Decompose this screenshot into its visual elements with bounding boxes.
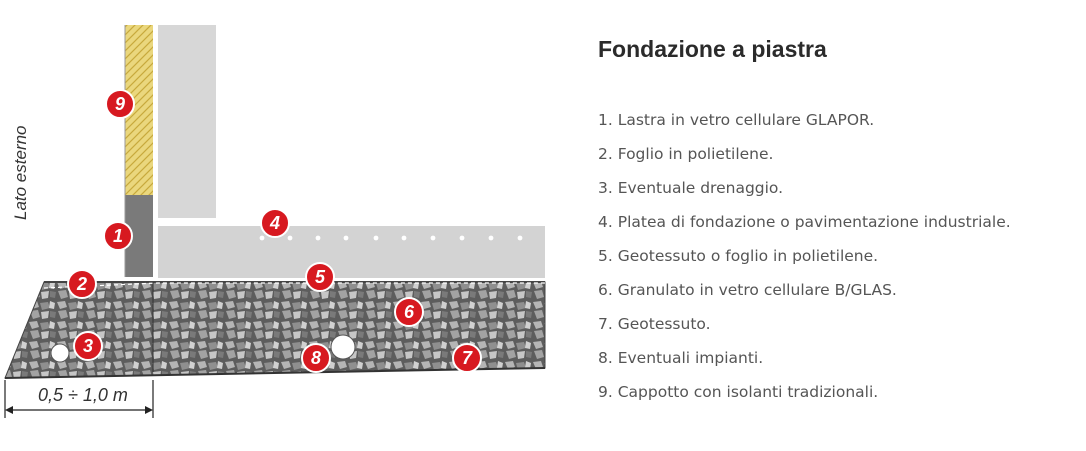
- legend-item-9: 9. Cappotto con isolanti tradizionali.: [598, 383, 879, 401]
- legend-item-2: 2. Foglio in polietilene.: [598, 145, 774, 163]
- callout-7: [453, 344, 481, 372]
- callout-9: [106, 90, 134, 118]
- svg-text:2: 2: [76, 274, 88, 294]
- legend-item-8: 8. Eventuali impianti.: [598, 349, 764, 367]
- wall: [158, 25, 216, 218]
- svg-text:8: 8: [310, 348, 322, 368]
- svg-text:9: 9: [114, 94, 126, 114]
- callout-2: [68, 270, 96, 298]
- foundation-slab: [158, 226, 545, 278]
- svg-text:6: 6: [403, 302, 415, 322]
- callout-3: [74, 332, 102, 360]
- callout-6: [395, 298, 423, 326]
- legend-item-1: 1. Lastra in vetro cellulare GLAPOR.: [598, 111, 875, 129]
- legend-item-5: 5. Geotessuto o foglio in polietilene.: [598, 247, 879, 265]
- dimension-label: 0,5 ÷ 1,0 m: [38, 385, 128, 405]
- callout-5: [306, 263, 334, 291]
- callout-1: [104, 222, 132, 250]
- side-label: Lato esterno: [11, 125, 30, 220]
- legend-title: Fondazione a piastra: [598, 36, 827, 62]
- legend: [598, 36, 1078, 409]
- svg-text:3: 3: [82, 336, 94, 356]
- callout-8: [302, 344, 330, 372]
- dimension-marker: [5, 380, 153, 418]
- legend-item-7: 7. Geotessuto.: [598, 315, 711, 333]
- legend-item-4: 4. Platea di fondazione o pavimentazione industriale.: [598, 213, 1011, 231]
- legend-list: [598, 103, 1078, 409]
- svg-text:7: 7: [461, 348, 473, 368]
- svg-text:4: 4: [269, 213, 281, 233]
- legend-item-6: 6. Granulato in vetro cellulare B/GLAS.: [598, 281, 897, 299]
- svg-text:5: 5: [314, 267, 326, 287]
- drainage-pipe: [51, 344, 69, 362]
- svg-text:1: 1: [112, 226, 124, 246]
- services-pipe: [331, 335, 355, 359]
- callout-4: [261, 209, 289, 237]
- legend-item-3: 3. Eventuale drenaggio.: [598, 179, 784, 197]
